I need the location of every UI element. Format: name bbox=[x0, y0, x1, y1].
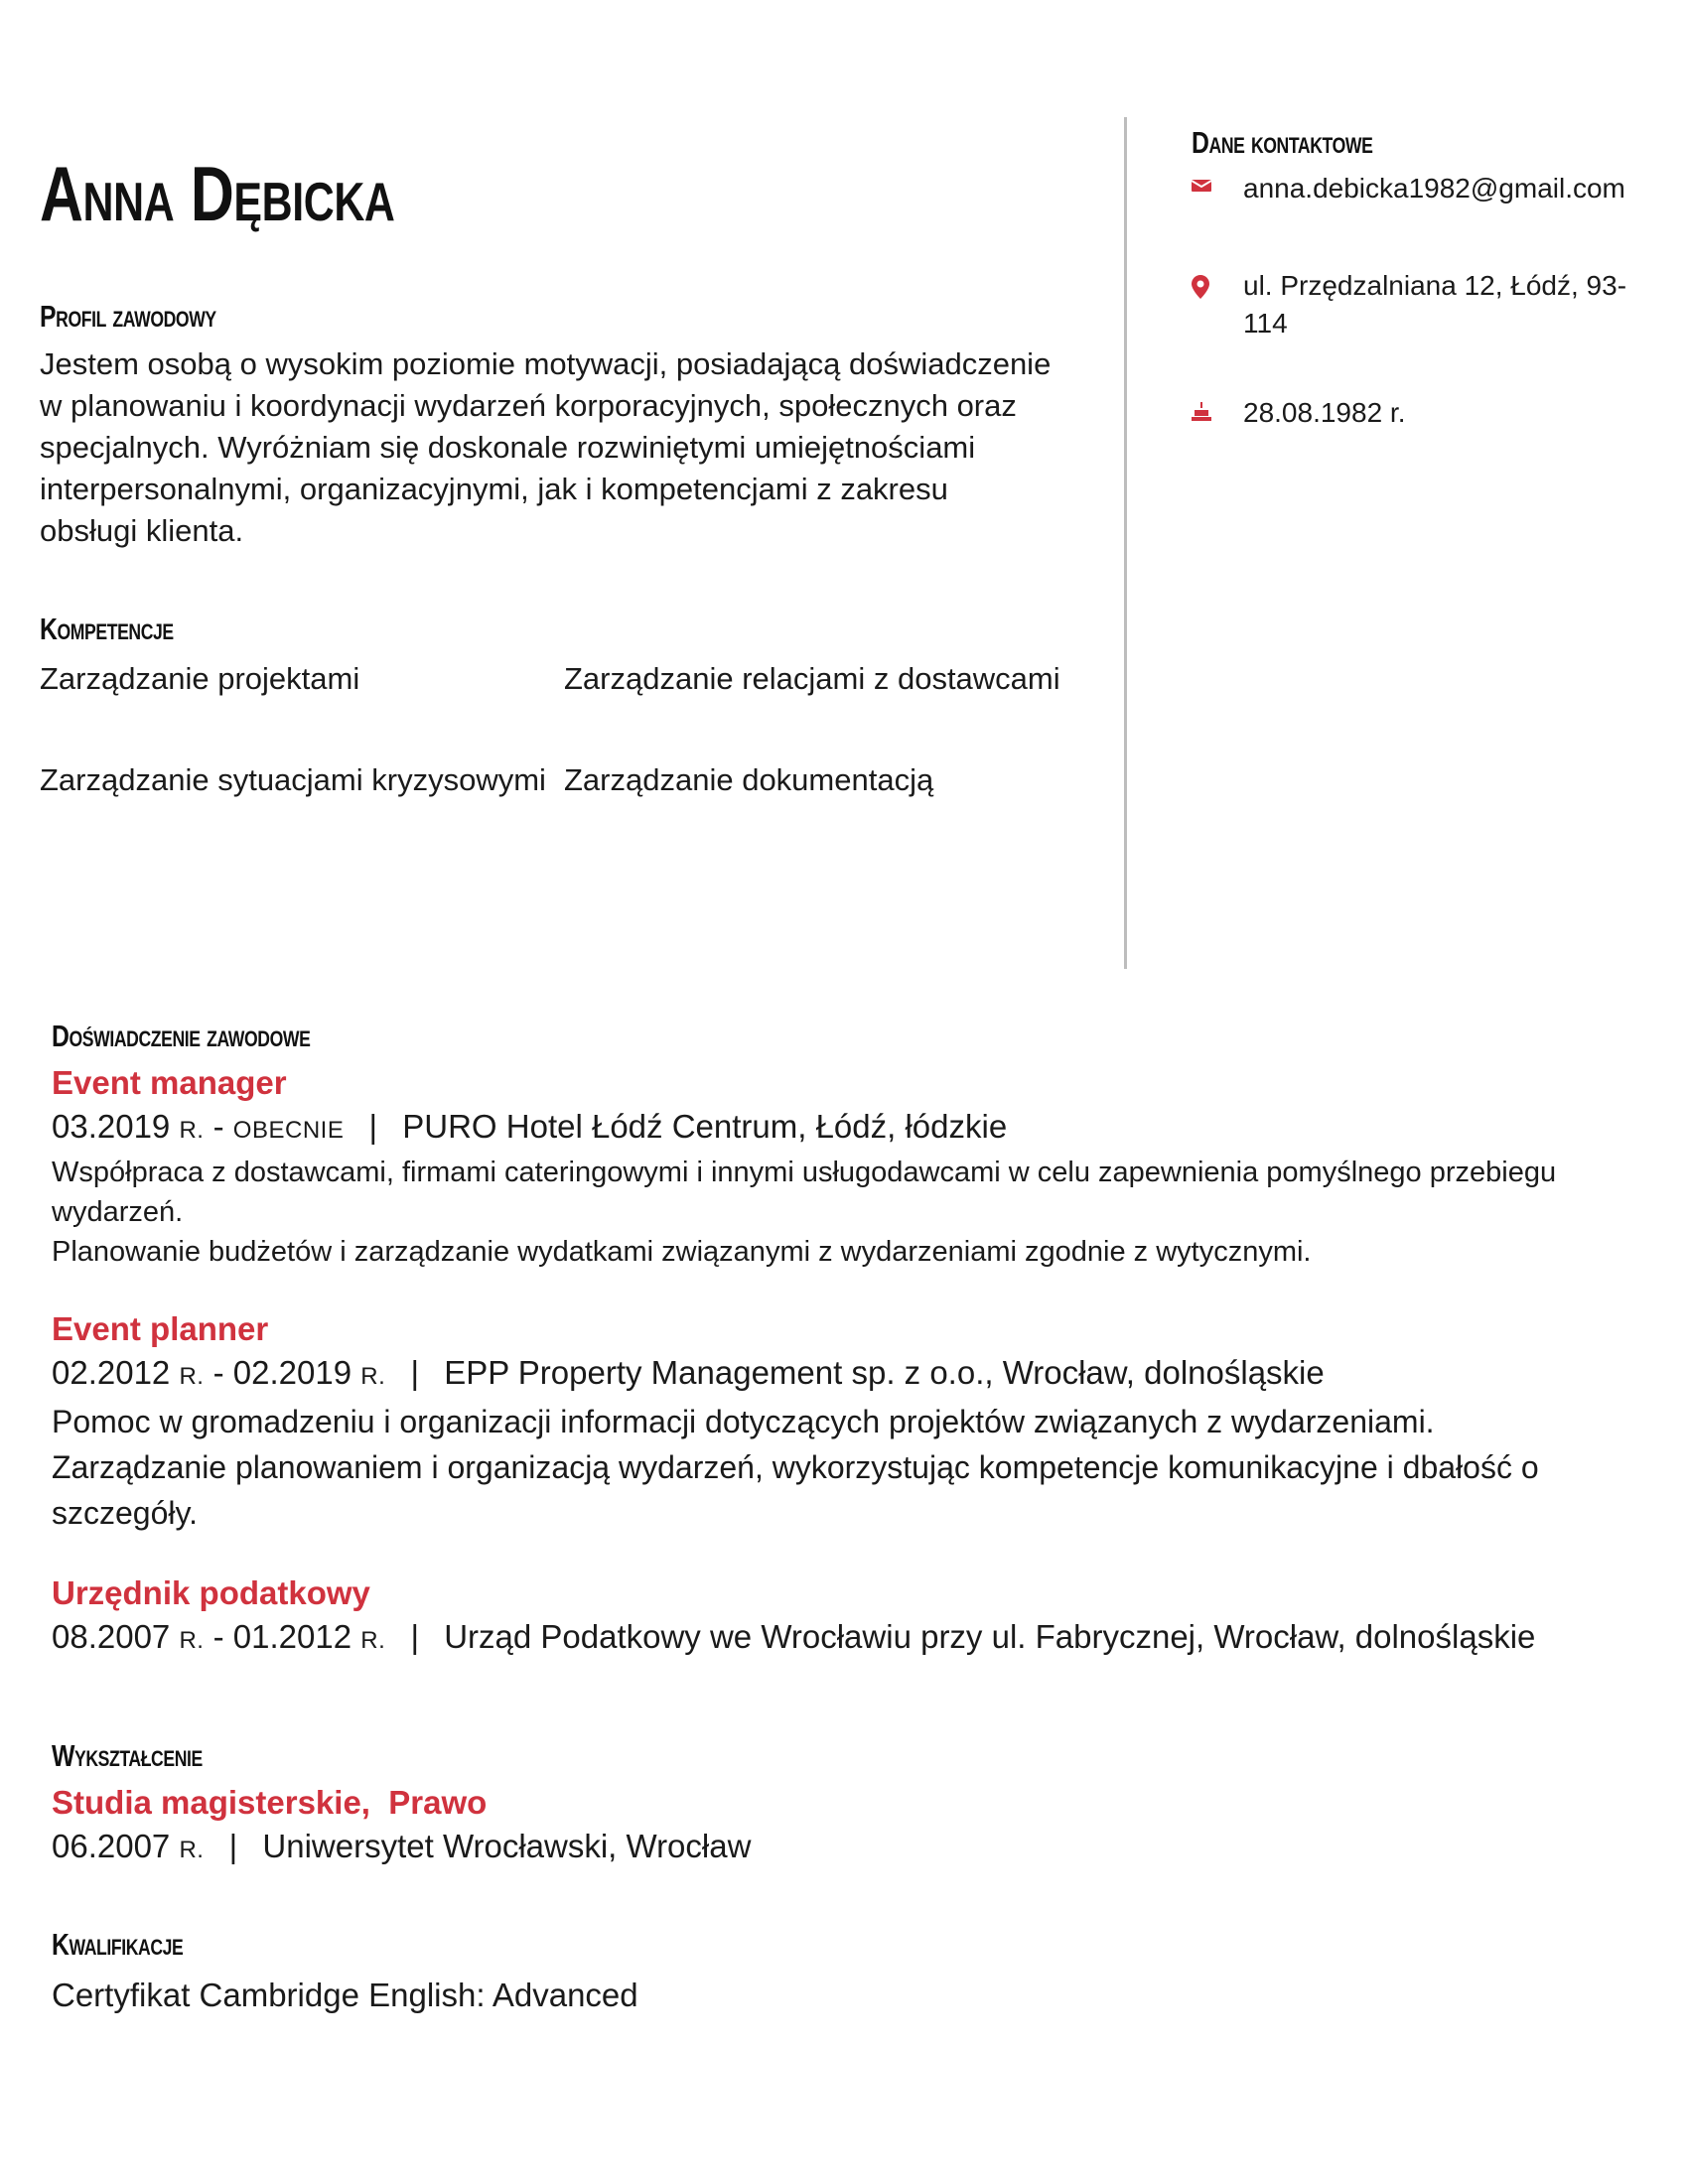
job-end-suffix: R. bbox=[360, 1627, 386, 1654]
education-heading: Wykształcenie bbox=[52, 1738, 203, 1773]
skill-item: Zarządzanie sytuacjami kryzysowymi bbox=[40, 762, 546, 797]
skill-item: Zarządzanie projektami bbox=[40, 661, 360, 696]
job-company: EPP Property Management sp. z o.o., Wrocław, dolnośląskie bbox=[444, 1354, 1325, 1391]
job-meta bbox=[52, 1351, 1640, 1399]
job-start-date: 02.2012 bbox=[52, 1354, 171, 1391]
job-start-suffix: R. bbox=[179, 1627, 205, 1654]
job-meta bbox=[52, 1615, 1640, 1663]
contact-address-row bbox=[1192, 267, 1628, 342]
job-entry bbox=[52, 1061, 1640, 1272]
job-company: Urząd Podatkowy we Wrocławiu przy ul. Fabrycznej, Wrocław, dolnośląskie bbox=[444, 1618, 1536, 1655]
map-pin-icon bbox=[1192, 267, 1243, 299]
job-end-suffix: R. bbox=[360, 1363, 386, 1390]
skill-item: Zarządzanie relacjami z dostawcami bbox=[564, 661, 1060, 696]
job-title: Event manager bbox=[52, 1064, 287, 1101]
qualifications-section bbox=[52, 1926, 1640, 2017]
job-title: Urzędnik podatkowy bbox=[52, 1574, 370, 1611]
meta-separator: | bbox=[410, 1354, 420, 1391]
job-description-line: Pomoc w gromadzeniu i organizacji informacji dotyczących projektów związanych z wydarzeniami. bbox=[52, 1404, 1435, 1439]
skill-item: Zarządzanie dokumentacją bbox=[564, 762, 934, 797]
job-date-dash: - bbox=[204, 1108, 233, 1145]
profile-section bbox=[40, 298, 1053, 552]
job-meta bbox=[52, 1105, 1640, 1153]
job-company: PURO Hotel Łódź Centrum, Łódź, łódzkie bbox=[402, 1108, 1008, 1145]
column-divider bbox=[1124, 117, 1127, 969]
job-end-label: OBECNIE bbox=[232, 1117, 345, 1144]
meta-separator: | bbox=[228, 1828, 238, 1864]
envelope-icon bbox=[1192, 170, 1243, 194]
contact-email-row bbox=[1192, 170, 1628, 207]
contact-heading: Dane kontaktowe bbox=[1192, 125, 1373, 160]
job-start-date: 08.2007 bbox=[52, 1618, 171, 1655]
education-date-suffix: R. bbox=[179, 1837, 205, 1863]
meta-separator: | bbox=[368, 1108, 378, 1145]
job-start-date: 03.2019 bbox=[52, 1108, 171, 1145]
job-description-line: Zarządzanie planowaniem i organizacją wydarzeń, wykorzystując kompetencje komunikacyjne i dbałość o szczegóły. bbox=[52, 1449, 1539, 1531]
candidate-name: Anna Dębicka bbox=[40, 150, 395, 237]
contact-section bbox=[1192, 124, 1628, 432]
job-description-line: Współpraca z dostawcami, firmami cateringowymi i innymi usługodawcami w celu zapewnienia pomyślnego przebiegu wydarzeń. bbox=[52, 1157, 1557, 1228]
profile-heading: Profil zawodowy bbox=[40, 299, 216, 334]
qualifications-heading: Kwalifikacje bbox=[52, 1927, 184, 1962]
birthdate-text: 28.08.1982 r. bbox=[1243, 397, 1406, 428]
degree-title: Studia magisterskie, Prawo bbox=[52, 1784, 488, 1821]
job-entry bbox=[52, 1571, 1640, 1663]
skills-heading: Kompetencje bbox=[40, 612, 174, 646]
job-end-date: 01.2012 bbox=[232, 1618, 352, 1655]
birthday-cake-icon bbox=[1192, 394, 1243, 422]
job-end-date: 02.2019 bbox=[232, 1354, 352, 1391]
address-text: ul. Przędzalniana 12, Łódź, 93-114 bbox=[1243, 270, 1627, 339]
education-date: 06.2007 bbox=[52, 1828, 171, 1864]
contact-birthdate-row bbox=[1192, 394, 1628, 432]
job-date-dash: - bbox=[204, 1354, 233, 1391]
job-description-line: Planowanie budżetów i zarządzanie wydatkami związanymi z wydarzeniami zgodnie z wytycznymi. bbox=[52, 1236, 1312, 1268]
school-name: Uniwersytet Wrocławski, Wrocław bbox=[262, 1828, 752, 1864]
skills-section bbox=[40, 611, 1092, 801]
job-entry bbox=[52, 1307, 1640, 1536]
education-section bbox=[52, 1737, 1640, 1872]
job-start-suffix: R. bbox=[179, 1117, 205, 1144]
experience-heading: Doświadczenie zawodowe bbox=[52, 1019, 311, 1053]
job-start-suffix: R. bbox=[179, 1363, 205, 1390]
experience-section bbox=[52, 1018, 1640, 1699]
education-meta bbox=[52, 1825, 1640, 1872]
meta-separator: | bbox=[410, 1618, 420, 1655]
job-title: Event planner bbox=[52, 1310, 269, 1347]
skills-list bbox=[40, 658, 1092, 801]
email-link[interactable]: anna.debicka1982@gmail.com bbox=[1243, 173, 1625, 204]
job-date-dash: - bbox=[204, 1618, 233, 1655]
qualification-item: Certyfikat Cambridge English: Advanced bbox=[52, 1977, 638, 2013]
profile-text: Jestem osobą o wysokim poziomie motywacji, posiadającą doświadczenie w planowaniu i koordynacji wydarzeń korporacyjnych, społecznych oraz specjalnych. Wyróżniam się doskonale rozwiniętymi umiejętnościami interpersonalnymi, organizacyjnymi, jak i kompetencjami z zakresu obsługi klienta. bbox=[40, 346, 1052, 548]
